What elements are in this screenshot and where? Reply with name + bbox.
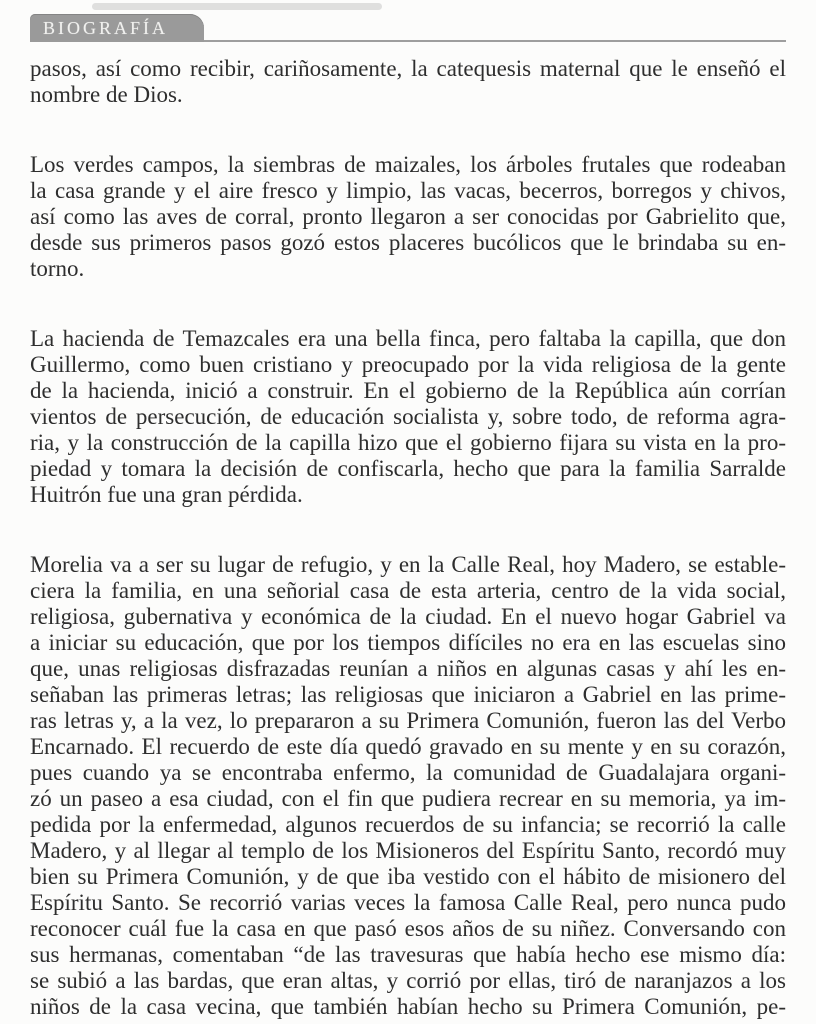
text-line: pasos, así como recibir, cariñosamente, la catequesis maternal que le enseñó el (30, 56, 786, 81)
text-line: piedad y tomara la decisión de confiscarla, hecho que para la familia Sarralde (30, 456, 786, 481)
text-line: que, unas religiosas disfrazadas reunían a niños en algunas casas y ahí les en- (30, 656, 786, 681)
text-line: Huitrón fue una gran pérdida. (30, 482, 303, 507)
header-rule (204, 40, 786, 42)
text-line: se subió a las bardas, que eran altas, y corrió por ellas, tiró de naranjazos a los (30, 968, 786, 993)
text-line: Los verdes campos, la siembras de maizales, los árboles frutales que rodeaban (30, 152, 786, 177)
text-line: la casa grande y el aire fresco y limpio, las vacas, becerros, borregos y chivos, (30, 178, 786, 203)
text-line: señaban las primeras letras; las religiosas que iniciaron a Gabriel en las prime- (30, 682, 786, 707)
text-line: ria, y la construcción de la capilla hizo que el gobierno fijara su vista en la pro- (30, 430, 786, 455)
text-line: Espíritu Santo. Se recorrió varias veces la famosa Calle Real, pero nunca pudo (30, 890, 786, 915)
paragraph-2 (30, 152, 786, 282)
text-line: Morelia va a ser su lugar de refugio, y en la Calle Real, hoy Madero, se estable- (30, 552, 786, 577)
text-line: Guillermo, como buen cristiano y preocupado por la vida religiosa de la gente (30, 352, 786, 377)
text-line: niños de la casa vecina, que también habían hecho su Primera Comunión, pe- (30, 994, 786, 1019)
text-line: reconocer cuál fue la casa en que pasó esos años de su niñez. Conversando con (30, 916, 786, 941)
paragraph-3 (30, 326, 786, 508)
section-tab (30, 14, 204, 42)
text-line: zó un paseo a esa ciudad, con el fin que pudiera recrear en su memoria, ya im- (30, 786, 786, 811)
text-line: desde sus primeros pasos gozó estos placeres bucólicos que le brindaba su en- (30, 230, 786, 255)
paragraph-1 (30, 56, 786, 108)
text-line: ras letras y, a la vez, lo prepararon a su Primera Comunión, fueron las del Verbo (30, 708, 786, 733)
paragraph-4 (30, 552, 786, 1020)
text-line: vientos de persecución, de educación socialista y, sobre todo, de reforma agra- (30, 404, 786, 429)
text-line: religiosa, gubernativa y económica de la ciudad. En el nuevo hogar Gabriel va (30, 604, 786, 629)
section-header (30, 14, 786, 42)
text-line: torno. (30, 256, 85, 281)
text-line: ciera la familia, en una señorial casa de esta arteria, centro de la vida social, (30, 578, 786, 603)
text-line: a iniciar su educación, que por los tiempos difíciles no era en las escuelas sino (30, 630, 786, 655)
text-line: pedida por la enfermedad, algunos recuerdos de su infancia; se recorrió la calle (30, 812, 786, 837)
text-line: bien su Primera Comunión, y de que iba vestido con el hábito de misionero del (30, 864, 786, 889)
section-tab-label: BIOGRAFÍA (43, 18, 169, 38)
text-line: de la hacienda, inició a construir. En el gobierno de la República aún corrían (30, 378, 786, 403)
text-line: nombre de Dios. (30, 82, 183, 107)
text-line: La hacienda de Temazcales era una bella finca, pero faltaba la capilla, que don (30, 326, 786, 351)
text-line: así como las aves de corral, pronto llegaron a ser conocidas por Gabrielito que, (30, 204, 786, 229)
text-line: sus hermanas, comentaban “de las travesuras que había hecho ese mismo día: (30, 942, 786, 967)
text-line: pues cuando ya se encontraba enfermo, la comunidad de Guadalajara organi- (30, 760, 786, 785)
page-body (30, 56, 786, 1020)
text-line: Madero, y al llegar al templo de los Misioneros del Espíritu Santo, recordó muy (30, 838, 786, 863)
text-line: Encarnado. El recuerdo de este día quedó gravado en su mente y en su corazón, (30, 734, 786, 759)
